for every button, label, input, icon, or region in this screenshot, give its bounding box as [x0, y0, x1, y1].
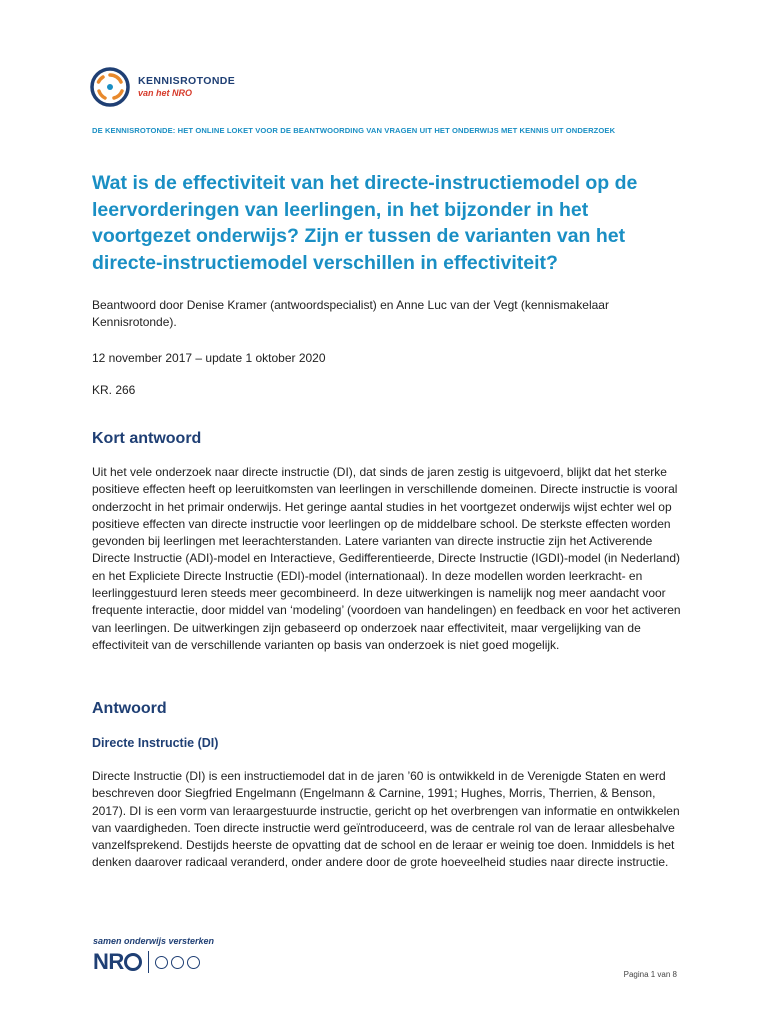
nro-partner-icon — [155, 956, 168, 969]
nro-partner-icons — [155, 956, 200, 969]
nro-divider — [148, 951, 149, 973]
answer-heading: Antwoord — [92, 700, 167, 717]
nro-letters: NR — [93, 949, 142, 975]
page-title: Wat is de effectiviteit van het directe-instructiemodel op de leervorderingen van leerlingen, in het bijzonder in het voortgezet onderwijs? Zijn er tussen de varianten van het directe-instructiemodel verschillen in effectiviteit? — [92, 172, 638, 274]
nro-partner-icon — [187, 956, 200, 969]
tagline: DE KENNISROTONDE: HET ONLINE LOKET VOOR DE BEANTWOORDING VAN VRAGEN UIT HET ONDERWIJS MET KENNIS UIT ONDERZOEK — [92, 126, 616, 135]
nro-partner-icon — [171, 956, 184, 969]
nro-o-icon — [124, 953, 142, 971]
kennisrotonde-emblem-icon — [90, 67, 130, 107]
nro-slogan: samen onderwijs versterken — [93, 936, 215, 946]
logo-subtitle: van het NRO — [138, 87, 193, 98]
logo-name: KENNISROTONDE — [138, 75, 236, 88]
kennisrotonde-logo — [90, 67, 235, 107]
answer-subheading: Directe Instructie (DI) — [92, 736, 219, 750]
kr-number: KR. 266 — [92, 383, 136, 397]
date: 12 november 2017 – update 1 oktober 2020 — [92, 351, 326, 365]
page-number: Pagina 1 van 8 — [623, 970, 677, 979]
short-answer-text: Uit het vele onderzoek naar directe instructie (DI), dat sinds de jaren zestig is uitgevoerd, blijkt dat het sterke positieve effecten heeft op leeruitkomsten van leerlingen in verschillende domeinen. Directe instructie is vooral onderzocht in het primair onderwijs. Het geringe aantal studies in het voortgezet onderwijs wijst echter wel op positieve effecten van directe instructie voor leerlingen op de middelbare school. De sterkste effecten worden gevonden bij leerlingen met leerachterstanden. Latere varianten van directe instructie zijn het Activerende Directe Instructie (ADI)-model en Interactieve, Gedifferentieerde, Directe Instructie (IGDI)-model (in Nederland) en het Expliciete Directe Instructie (EDI)-model (internationaal). In deze modellen worden leerkracht- en leerlinggestuurd leren steeds meer gecombineerd. In deze uitwerkingen is namelijk nog meer aandacht voor frequente interactie, door middel van ‘modeling’ (voordoen van handelingen) en feedback en voor het activeren van leerlingen. De uitwerkingen zijn gebaseerd op onderzoek naar effectiviteit, maar vergelijking van de effectiviteit van de verschillende varianten op basis van onderzoek is niet goed mogelijk. — [92, 465, 681, 652]
short-answer-heading: Kort antwoord — [92, 430, 202, 447]
answered-by: Beantwoord door Denise Kramer (antwoordspecialist) en Anne Luc van der Vegt (kennismakelaar Kennisrotonde). — [92, 298, 609, 330]
nro-logo — [93, 936, 214, 975]
answer-text: Directe Instructie (DI) is een instructiemodel dat in de jaren ’60 is ontwikkeld in de Verenigde Staten en werd beschreven door Siegfried Engelmann (Engelmann & Carnine, 1991; Hughes, Morris, Therrien, & Benson, 2017). DI is een vorm van leraargestuurde instructie, gericht op het overbrengen van informatie en ontwikkelen van vaardigheden. Toen directe instructie werd geïntroduceerd, was de centrale rol van de leraar allesbehalve vanzelfsprekend. Destijds heerste de opvatting dat de school en de leraar er weinig toe doen. Inmiddels is het denken daarover radicaal veranderd, onder andere door de grote hoeveelheid studies naar directe instructie. — [92, 769, 680, 870]
